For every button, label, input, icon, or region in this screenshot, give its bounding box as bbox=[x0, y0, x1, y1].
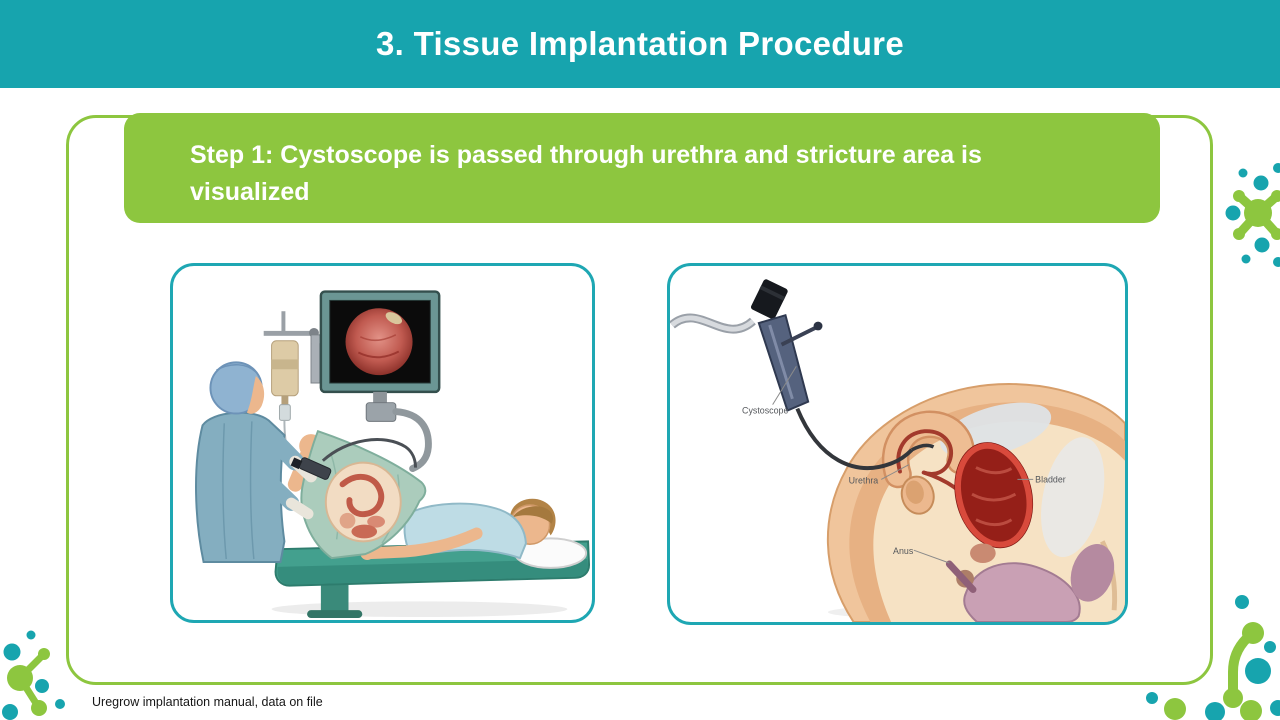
or-scene-panel bbox=[170, 263, 595, 623]
anatomy-cutaway bbox=[326, 463, 401, 542]
label-cystoscope: Cystoscope bbox=[742, 405, 789, 416]
prostate bbox=[970, 543, 996, 563]
title-bar bbox=[0, 0, 1280, 88]
anatomy-panel bbox=[667, 263, 1128, 625]
molecule-decoration-right bbox=[1225, 150, 1280, 290]
slide-title: 3. Tissue Implantation Procedure bbox=[376, 25, 904, 62]
label-urethra: Urethra bbox=[848, 475, 879, 486]
label-anus: Anus bbox=[893, 546, 914, 557]
monitor-arm bbox=[396, 412, 429, 469]
molecule-decoration-left bbox=[0, 618, 80, 720]
step-banner bbox=[124, 113, 1160, 223]
footer-citation: Uregrow implantation manual, data on file bbox=[92, 695, 323, 709]
label-bladder: Bladder bbox=[1035, 474, 1066, 485]
molecule-decoration-bottom-right bbox=[1130, 590, 1280, 720]
anatomy-illustration bbox=[670, 266, 1125, 622]
endoscopic-view bbox=[346, 308, 413, 375]
step-banner-text: Step 1: Cystoscope is passed through urethra and stricture area is visualized bbox=[190, 141, 982, 206]
or-scene-illustration bbox=[173, 266, 592, 620]
